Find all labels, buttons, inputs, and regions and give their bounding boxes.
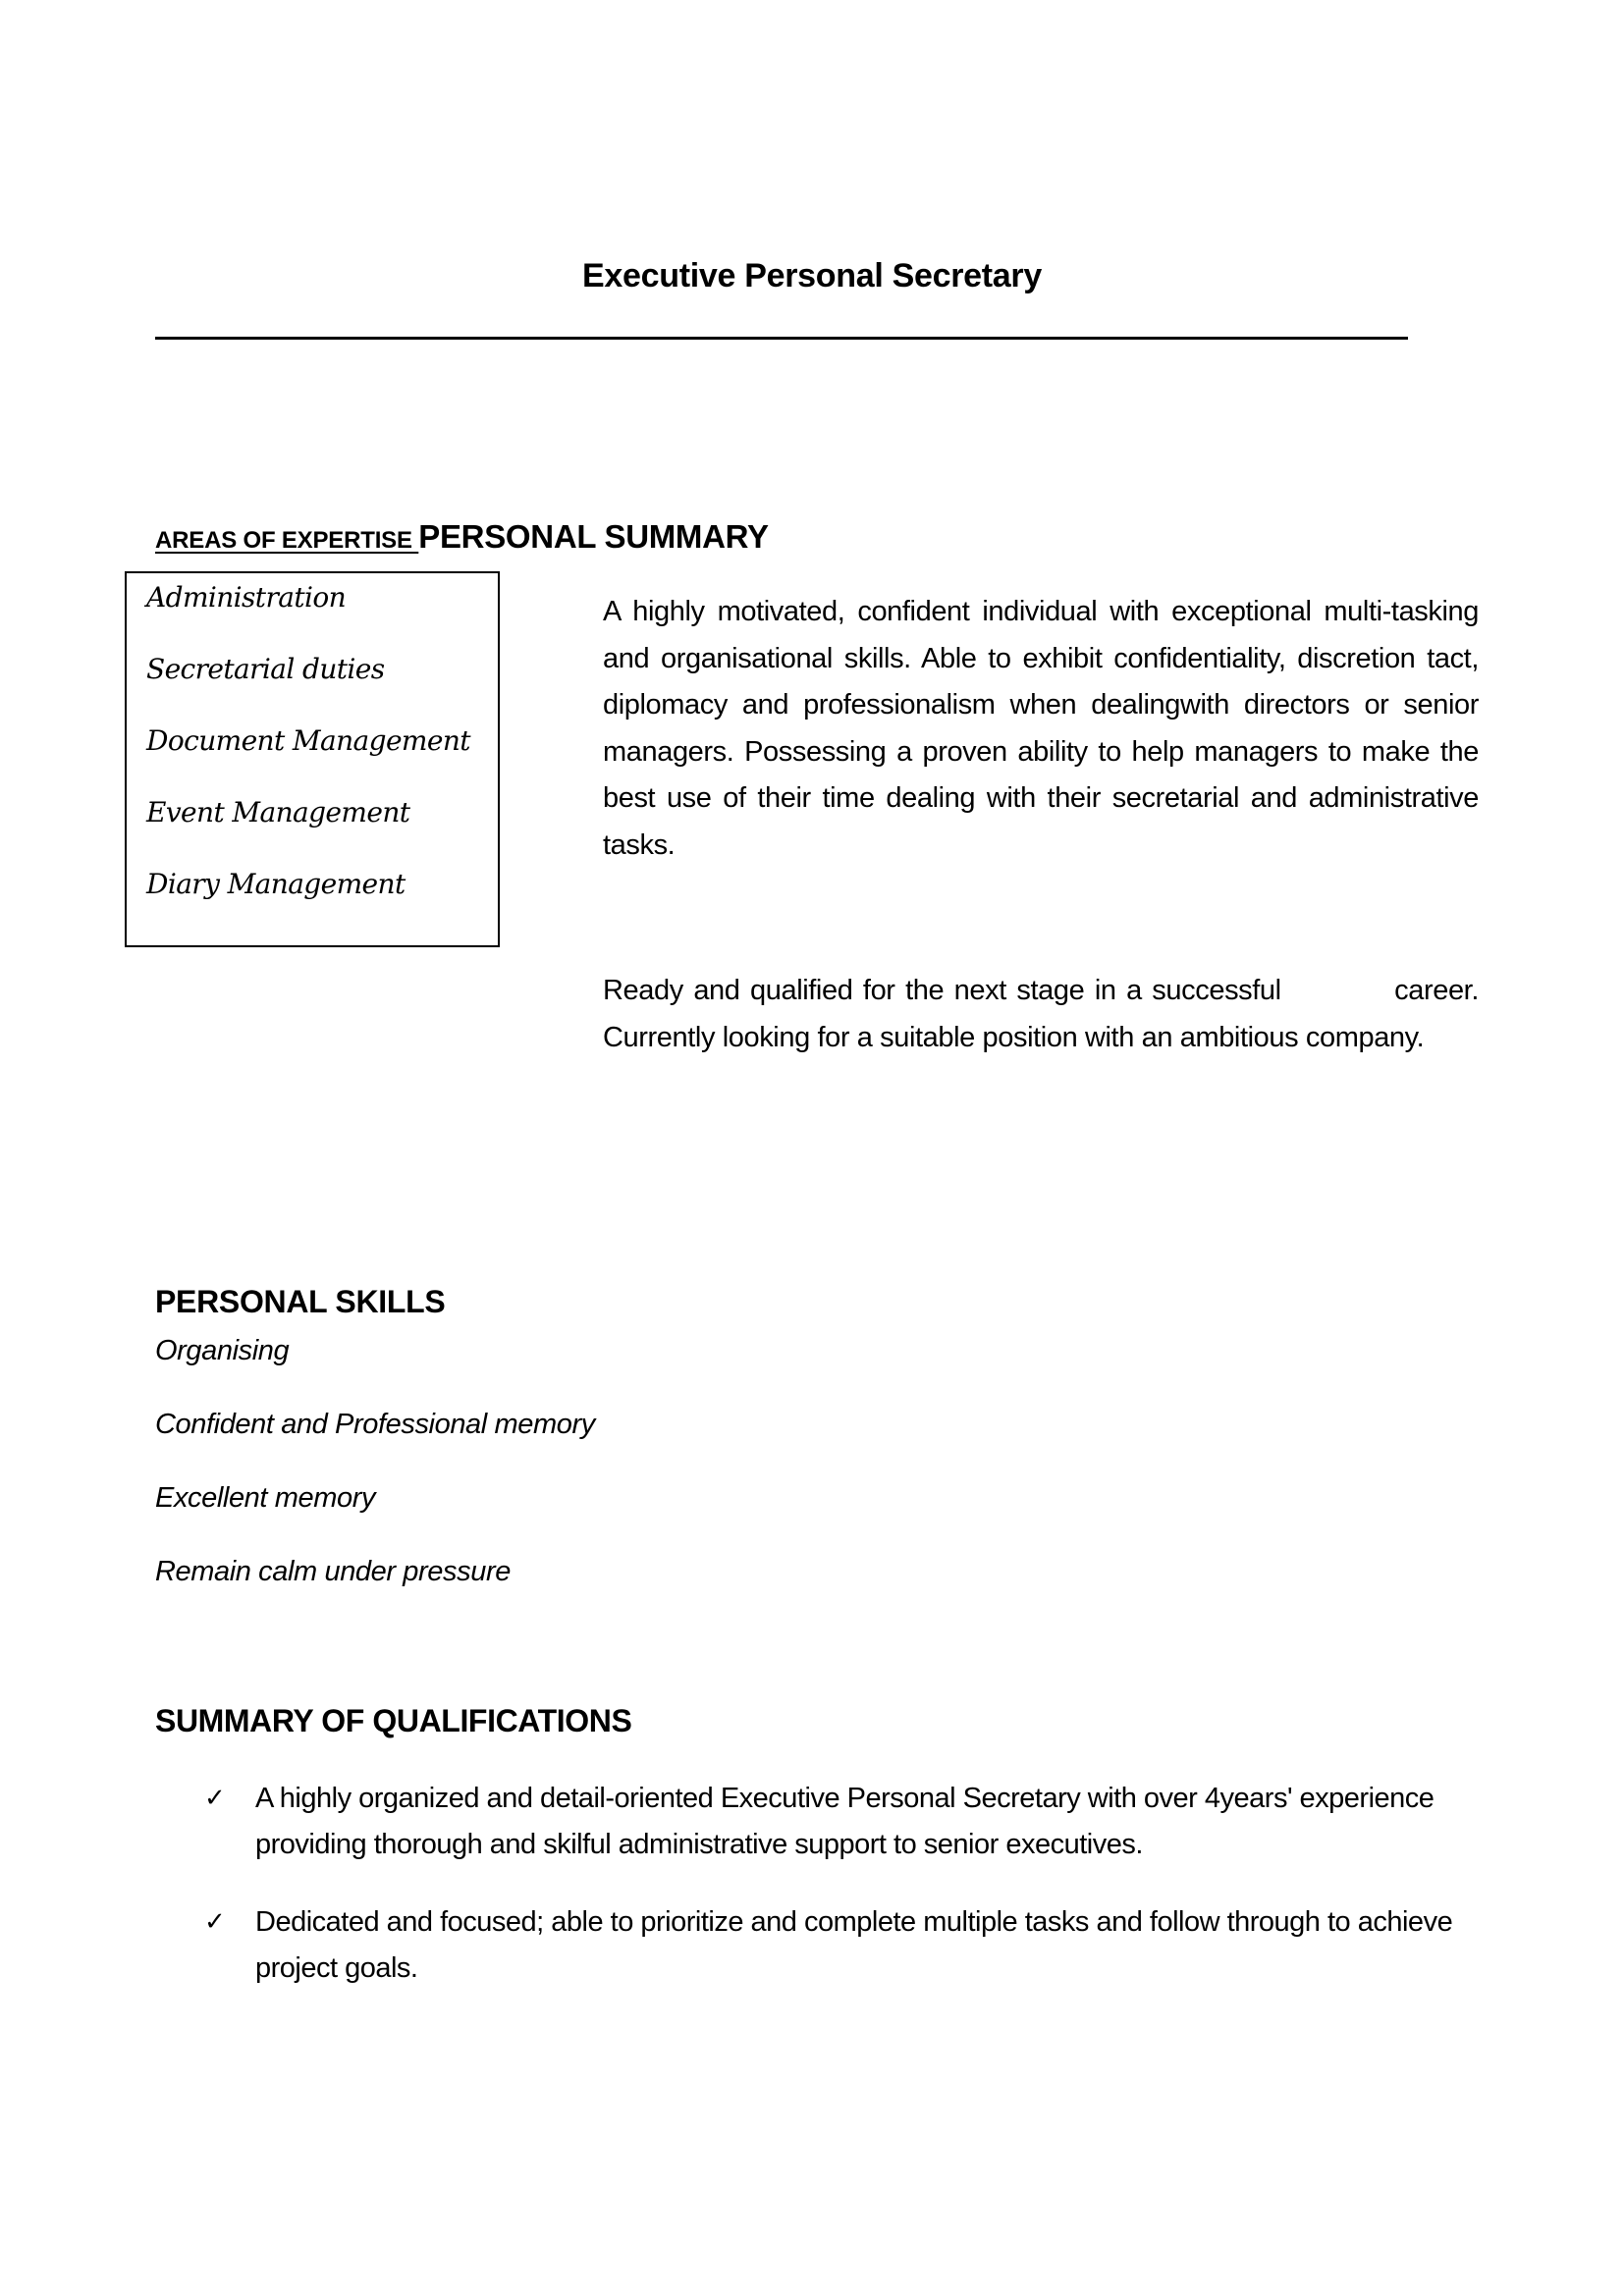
document-title: Executive Personal Secretary [582, 257, 1042, 294]
check-mark-icon: ✓ [204, 1907, 226, 1937]
qualification-text: Dedicated and focused; able to prioritize and complete multiple tasks and follow through to achieve project goals. [255, 1906, 1453, 1984]
areas-of-expertise-box [125, 571, 500, 947]
skill-item: Confident and Professional memory [155, 1409, 595, 1440]
check-mark-icon: ✓ [204, 1784, 226, 1813]
skill-item: Excellent memory [155, 1482, 376, 1514]
skill-item: Remain calm under pressure [155, 1556, 511, 1587]
personal-summary-paragraph: A highly motivated, confident individual with exceptional multi-tasking and organisational skills. Able to exhibit confidentiality, discretion tact, diplomacy and professionalism when dealingwith directors or senior managers. Possessing a proven ability to help managers to make the best use of their time dealing with their secretarial and administrative tasks. [603, 596, 1479, 861]
skill-item: Organising [155, 1335, 290, 1366]
personal-summary-heading: PERSONAL SUMMARY [418, 518, 769, 555]
expertise-item: Document Management [146, 724, 470, 757]
summary-of-qualifications-heading: SUMMARY OF QUALIFICATIONS [155, 1703, 632, 1738]
areas-of-expertise-heading: AREAS OF EXPERTISE [155, 527, 419, 554]
qualification-text: A highly organized and detail-oriented Executive Personal Secretary with over 4years' experience providing thorough and skilful administrative support to senior executives. [255, 1783, 1435, 1860]
personal-skills-heading: PERSONAL SKILLS [155, 1284, 446, 1319]
section-headings-row [155, 518, 769, 556]
expertise-item: Event Management [146, 796, 410, 828]
expertise-item: Administration [146, 581, 347, 614]
expertise-item: Diary Management [146, 868, 406, 900]
personal-summary-paragraph: Ready and qualified for the next stage in a successful career. Currently looking for a suitable position with an ambitious company. [603, 975, 1487, 1053]
expertise-item: Secretarial duties [146, 653, 385, 685]
title-underline-rule [155, 337, 1408, 340]
